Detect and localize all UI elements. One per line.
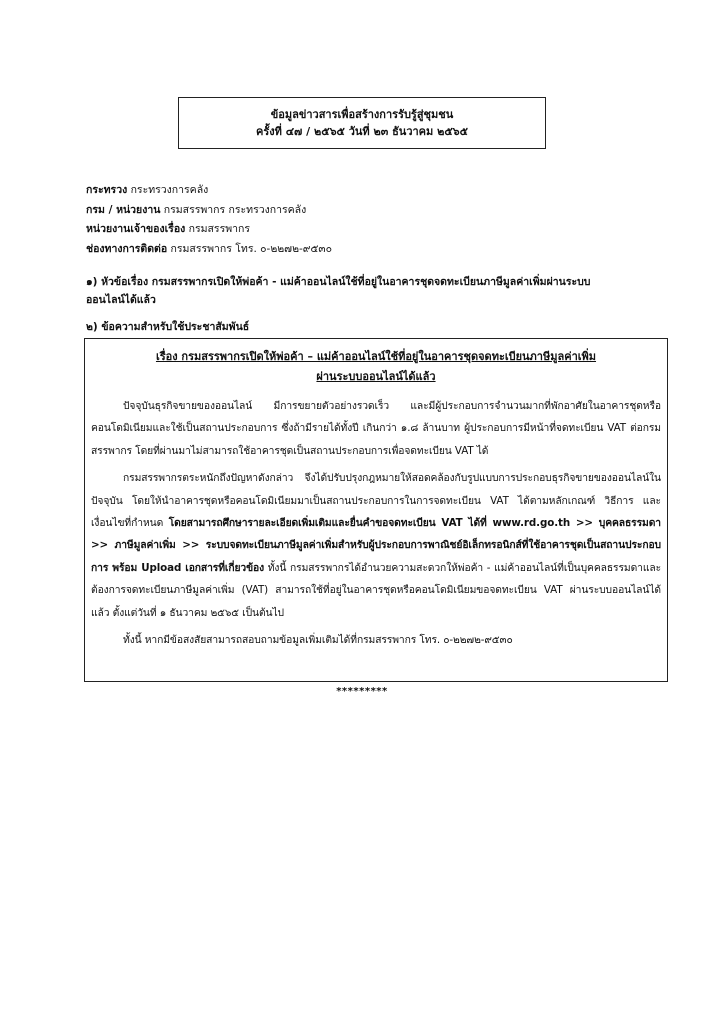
- header-box: [178, 97, 546, 149]
- paragraph-2: [91, 467, 661, 624]
- end-marker: *********: [336, 686, 388, 697]
- meta-value: กรมสรรพากร: [185, 223, 251, 235]
- header-line-2: ครั้งที่ ๔๗ / ๒๕๖๕ วันที่ ๒๓ ธันวาคม ๒๕๖๕: [256, 125, 468, 138]
- meta-label: ช่องทางการติดต่อ: [86, 242, 168, 255]
- title-line-1: เรื่อง กรมสรรพากรเปิดให้พ่อค้า – แม่ค้าออนไลน์ใช้ที่อยู่ในอาคารชุดจดทะเบียนภาษีมูลค่าเพิ่ม: [155, 350, 597, 363]
- paragraph-2-instructions: โดยสามารถศึกษารายละเอียดเพิ่มเติมและยื่นคำขอจดทะเบียน VAT ได้ที่ www.rd.go.th >> บุคคลธรรมดา >> ภาษีมูลค่าเพิ่ม >> ระบบจดทะเบียนภาษีมูลค่าเพิ่มสำหรับผู้ประกอบการพาณิชย์อิเล็กทรอนิกส์ที่ใช้อาคารชุดเป็นสถานประกอบการ พร้อม Upload เอกสารที่เกี่ยวข้อง: [91, 517, 661, 574]
- meta-owner-agency: [86, 220, 332, 240]
- section-1-heading: [86, 273, 666, 309]
- meta-label: กระทรวง: [86, 184, 128, 196]
- meta-value: กรมสรรพากร โทร. ๐-๒๒๗๒-๙๕๓๐: [167, 242, 333, 255]
- meta-label: กรม / หน่วยงาน: [86, 203, 161, 216]
- meta-value: กระทรวงการคลัง: [127, 184, 209, 196]
- paragraph-3: ทั้งนี้ หากมีข้อสงสัยสามารถสอบถามข้อมูลเพิ่มเติมได้ที่กรมสรรพากร โทร. ๐-๒๒๗๒-๙๕๓๐: [123, 634, 513, 647]
- press-release-title: [91, 347, 661, 387]
- header-line-1: ข้อมูลข่าวสารเพื่อสร้างการรับรู้สู่ชุมชน: [270, 108, 454, 121]
- meta-block: [86, 181, 332, 259]
- meta-department: [86, 201, 332, 221]
- paragraph-2-closing: ทั้งนี้ กรมสรรพากรได้อำนวยความสะดวกให้พ่อค้า - แม่ค้าออนไลน์ที่เป็นบุคคลธรรมดาและต้องการจดทะเบียนภาษีมูลค่าเพิ่ม (VAT) สามารถใช้ที่อยู่ในอาคารชุดหรือคอนโดมิเนียมขอจดทะเบียน VAT ผ่านระบบออนไลน์ได้แล้ว ตั้งแต่วันที่ ๑ ธันวาคม ๒๕๖๕ เป็นต้นไป: [91, 561, 662, 619]
- meta-ministry: [86, 181, 332, 201]
- meta-label: หน่วยงานเจ้าของเรื่อง: [86, 223, 186, 235]
- press-release-box: [84, 338, 668, 682]
- meta-value: กรมสรรพากร กระทรวงการคลัง: [160, 203, 307, 216]
- title-line-2: ผ่านระบบออนไลน์ได้แล้ว: [316, 370, 436, 383]
- meta-contact: [86, 240, 332, 260]
- section-2-heading: ๒) ข้อความสำหรับใช้ประชาสัมพันธ์: [86, 321, 250, 333]
- section-1-line-2: ออนไลน์ได้แล้ว: [86, 294, 156, 306]
- paragraph-1: ปัจจุบันธุรกิจขายของออนไลน์ มีการขยายตัวอย่างรวดเร็ว และมีผู้ประกอบการจำนวนมากที่พักอาศัยในอาคารชุดหรือคอนโดมิเนียมและใช้เป็นสถานประกอบการ ซึ่งถ้ามีรายได้ทั้งปี เกินกว่า ๑.๘ ล้านบาท ผู้ประกอบการมีหน้าที่จดทะเบียน VAT ต่อกรมสรรพากร โดยที่ผ่านมาไม่สามารถใช้อาคารชุดเป็นสถานประกอบการเพื่อจดทะเบียน VAT ได้: [91, 400, 661, 457]
- section-1-line-1: ๑) หัวข้อเรื่อง กรมสรรพากรเปิดให้พ่อค้า - แม่ค้าออนไลน์ใช้ที่อยู่ในอาคารชุดจดทะเบียนภาษีมูลค่าเพิ่มผ่านระบบ: [86, 276, 591, 288]
- paragraph-2-intro: กรมสรรพากรตระหนักถึงปัญหาดังกล่าว จึงได้ปรับปรุงกฎหมายให้สอดคล้องกับรูปแบบการประกอบธุรกิจขายของออนไลน์ในปัจจุบัน โดยให้นำอาคารชุดหรือคอนโดมิเนียมมาเป็นสถานประกอบการในการจดทะเบียน VAT ได้ตามหลักเกณฑ์ วิธีการ และเงื่อนไขที่กำหนด: [91, 472, 661, 530]
